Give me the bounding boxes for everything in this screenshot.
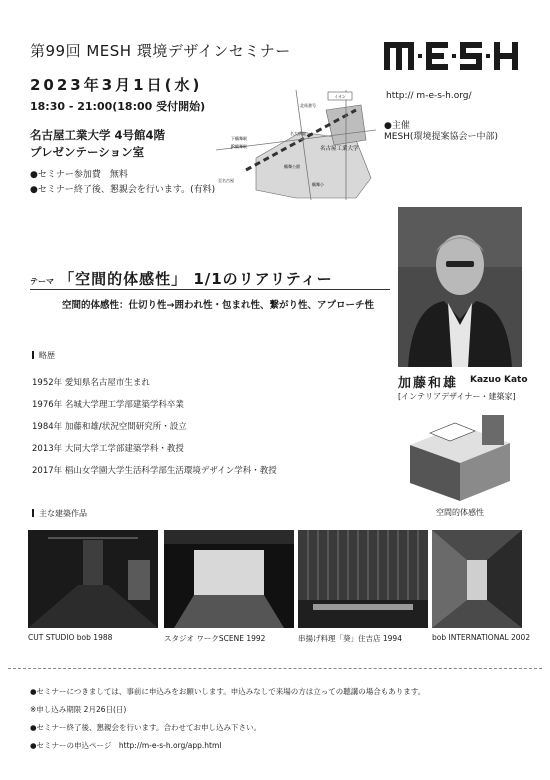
venue-map (216, 90, 376, 200)
work-photo-aoi (298, 530, 428, 628)
note-party: ●セミナー終了後、懇親会を行います。合わせてお申し込み下さい。 (30, 723, 261, 732)
map-label-aeon: イオン (334, 94, 346, 99)
work-caption: CUT STUDIO bob 1988 (28, 633, 113, 642)
work-caption: スタジオ ワークSCENE 1992 (164, 634, 266, 643)
map-label-park: 鶴舞公園 (284, 164, 300, 169)
party-info: ●セミナー終了後、懇親会を行います。(有料) (30, 185, 216, 195)
speaker-portrait (398, 207, 522, 367)
career-heading-label: 略歴 (39, 351, 55, 360)
organizer-url[interactable]: http:// m-e-s-h.org/ (386, 91, 472, 101)
works-heading (32, 508, 87, 519)
map-label-jr-tsurumai: JR鶴舞駅 (231, 144, 247, 149)
venue-room: プレゼンテーション室 (30, 145, 145, 159)
seminar-title: 第99回 MESH 環境デザインセミナー (30, 42, 291, 60)
theme-heading (30, 268, 390, 289)
work-photo-cut-studio (28, 530, 158, 628)
fee-info: ●セミナー参加費 無料 (30, 170, 128, 180)
mesh-logo-icon (384, 38, 524, 74)
career-heading (32, 350, 55, 361)
map-label-to-nagoya: 至名古屋 (218, 178, 234, 183)
career-item: 1952年 愛知県名古屋市生まれ (32, 378, 150, 388)
map-label-hospital: 名大病院 (290, 131, 306, 136)
note-deadline: ※申し込み期限 2月26日(日) (30, 705, 127, 714)
speaker-name: 加藤和雄 (398, 376, 459, 391)
organizer-name: MESH(環境提案協会ー中部) (384, 132, 498, 142)
note-apply-link[interactable]: ●セミナーの申込ページ http://m-e-s-h.org/app.html (30, 741, 222, 750)
spatial-diagram (400, 405, 520, 505)
map-label-station: 北馬書号 (300, 103, 316, 108)
work-photo-scene (164, 530, 294, 628)
theme-underline (30, 289, 390, 290)
organizer-label: ●主催 (384, 121, 410, 131)
speaker-role: [インテリアデザイナー・建築家] (398, 392, 516, 401)
event-time: 18:30 - 21:00(18:00 受付開始) (30, 100, 206, 113)
career-item: 1984年 加藤和雄/状況空間研究所・設立 (32, 422, 187, 432)
venue-building: 名古屋工業大学 4号館4階 (30, 128, 166, 142)
work-caption: 串揚げ料理「葵」住吉店 1994 (298, 634, 402, 643)
works-heading-label: 主な建築作品 (39, 509, 87, 518)
work-photo-bob-international (432, 530, 522, 628)
career-item: 2017年 椙山女学園大学生活科学部生活環境デザイン学科・教授 (32, 466, 277, 476)
map-label-university: 名古屋工業大学 (320, 146, 359, 152)
work-caption: bob INTERNATIONAL 2002 (432, 633, 531, 642)
theme-label: テーマ (30, 277, 54, 286)
event-date: 2023年3月1日(水) (30, 76, 203, 94)
map-label-shimo-tsurumai: 下鶴舞駅 (231, 136, 247, 141)
theme-title: 「空間的体感性」 1/1のリアリティー (59, 270, 333, 288)
note-registration: ●セミナーにつきましては、事前に申込みをお願いします。申込みなしで来場の方は立っての聴講の場合もあります。 (30, 687, 426, 696)
divider (8, 668, 542, 669)
career-item: 2013年 大同大学工学部建築学科・教授 (32, 444, 184, 454)
map-label-school: 鶴舞小 (312, 182, 324, 187)
career-item: 1976年 名城大学理工学部建築学科卒業 (32, 400, 184, 410)
diagram-caption: 空間的体感性 (436, 508, 484, 517)
speaker-name-en: Kazuo Kato (470, 375, 528, 385)
theme-subtitle: 空間的体感性：仕切り性→囲われ性・包まれ性、繋がり性、アプローチ性 (62, 300, 374, 311)
